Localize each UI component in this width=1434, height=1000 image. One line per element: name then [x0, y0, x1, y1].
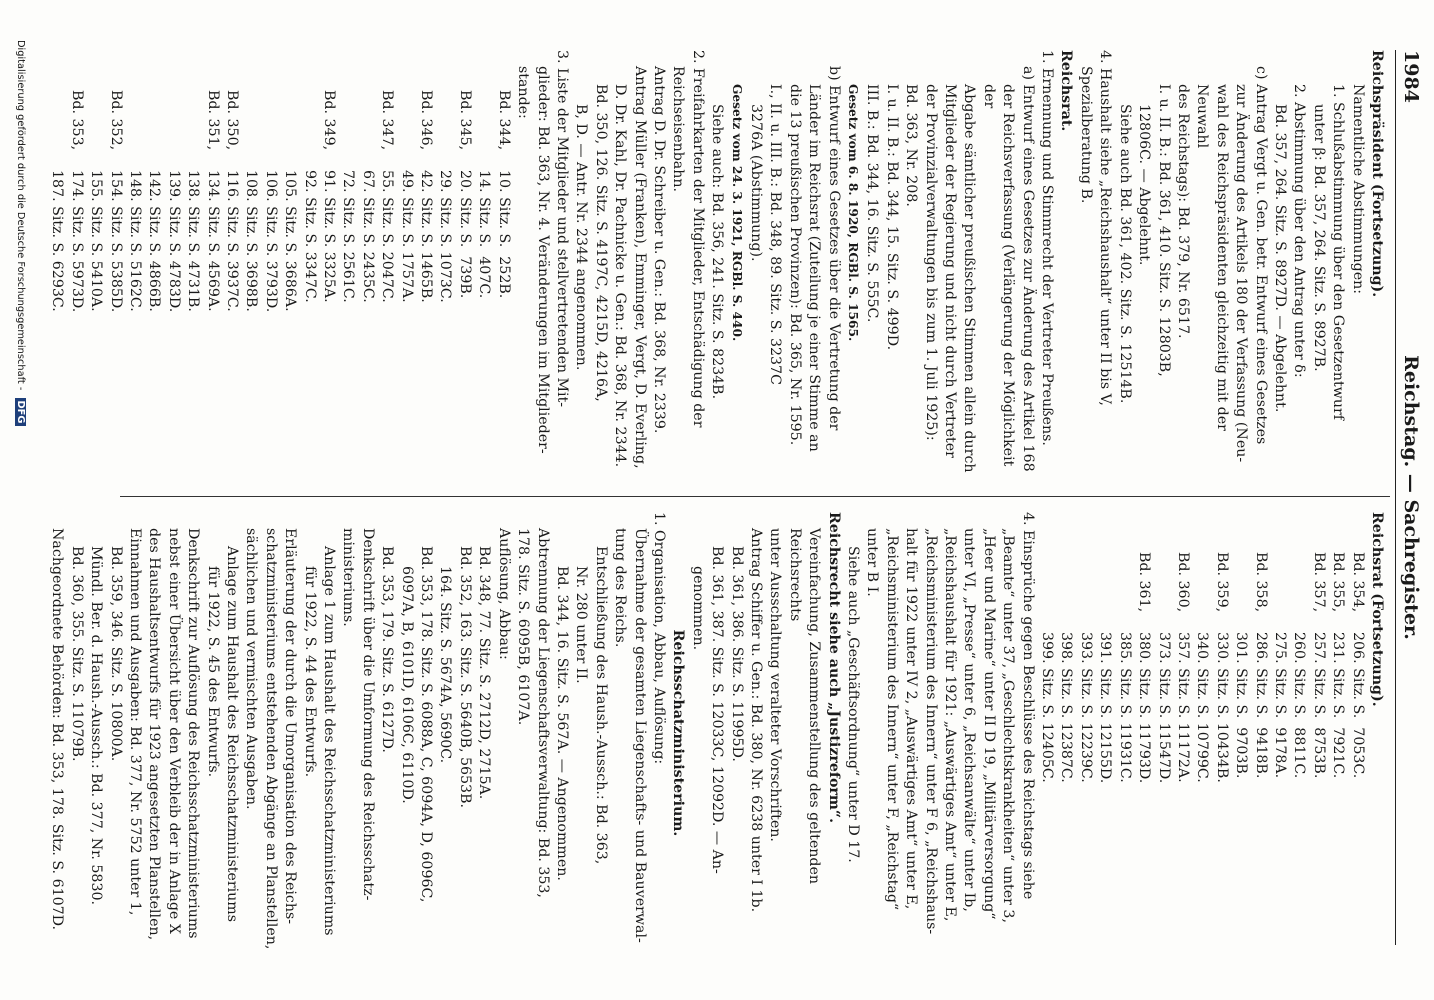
- entry-line: der Provinzialverwaltungen bis zum 1. Juli 1925):: [922, 84, 939, 441]
- volume-ref: [299, 50, 318, 170]
- session-page-ref: 106. Sitz. S. 3793D.: [262, 170, 279, 313]
- session-page-ref: 10. Sitz. S. 252B.: [495, 170, 512, 299]
- entry-line: 3276A (Abstimmung).: [748, 104, 764, 262]
- citation-row: [47, 50, 66, 492]
- citation-row: [105, 50, 124, 492]
- volume-ref: [1289, 512, 1308, 632]
- citation-row: [455, 50, 474, 492]
- session-page-ref: 257. Sitz. S. 8753B.: [1310, 632, 1327, 779]
- volume-ref: [1056, 512, 1075, 632]
- entry-line: stande:: [515, 66, 532, 119]
- citation-row: [396, 50, 415, 492]
- session-page-ref: 139. Sitz. S. 4783D.: [165, 170, 182, 313]
- entry-line: Denkschrift zur Auflösung des Reichsschatzministeriums: [185, 528, 202, 939]
- volume-ref: Bd. 354,: [1349, 552, 1366, 613]
- entry-line: Namentliche Abstimmungen:: [1349, 84, 1366, 295]
- volume-ref: [474, 50, 493, 170]
- footer-text: Digitalisierung gefördert durch die Deutsche Forschungsgemeinschaft -: [15, 40, 26, 391]
- volume-ref: [183, 50, 202, 170]
- session-page-ref: 49. Sitz. S. 1757A.: [398, 170, 415, 303]
- volume-ref: [280, 50, 299, 170]
- volume-ref: Bd. 347,: [379, 90, 396, 151]
- volume-ref: Bd. 359,: [1213, 552, 1230, 613]
- entry-line: „Reichsministerium des Innern“ unter F 6, „Reichshaus-: [922, 528, 939, 935]
- volume-ref: Bd. 345,: [456, 90, 473, 151]
- entry-line: Bd. 350, 126. Sitz. S. 4197C, 4215D, 4216A,: [592, 84, 609, 402]
- session-page-ref: 357. Sitz. S. 11172A.: [1174, 632, 1191, 783]
- entry-line: III. B.: Bd. 344, 16. Sitz. S. 555C.: [864, 84, 881, 323]
- entry-line: c) Antrag Vergt u. Gen. betr. Entwurf eines Gesetzes: [1252, 66, 1269, 445]
- entry-line: Bd. 360, 355. Sitz. S. 11079B.: [68, 546, 85, 762]
- citation-row: [86, 50, 105, 492]
- citation-row: [1095, 512, 1114, 954]
- entry-line: Abtrennung der Liegenschaftsverwaltung: Bd. 353,: [534, 528, 551, 898]
- session-page-ref: 260. Sitz. S. 8811C.: [1291, 632, 1308, 779]
- entry-line: Mündl. Ber. d. Haush.-Aussch.: Bd. 377, Nr. 5830.: [88, 546, 105, 906]
- entry-line: I., II. u. III. B.: Bd. 348, 89. Sitz. S. 3237C: [767, 84, 784, 385]
- entry-line: 1. Schlußabstimmung über den Gesetzentwurf: [1330, 84, 1347, 420]
- volume-ref: Bd. 357,: [1310, 552, 1327, 613]
- volume-ref: Bd. 349,: [321, 90, 338, 151]
- entry-line: Siehe auch: Bd. 356, 241. Sitz. S. 8234B.: [709, 104, 726, 400]
- entry-line: die 13 preußischen Provinzen): Bd. 365, Nr. 1595.: [786, 84, 803, 446]
- entry-line: wahl des Reichspräsidenten gleichzeitig mit der Neuwahl: [1194, 84, 1230, 431]
- page-header: [1395, 50, 1426, 945]
- entry-line: Bd. 361, 386. Sitz. S. 11995D.: [728, 546, 745, 762]
- citation-row: [241, 50, 260, 492]
- session-page-ref: 385. Sitz. S. 11931C.: [1116, 632, 1133, 783]
- entry-line: ministeriums.: [340, 528, 357, 627]
- entry-line: Gesetz vom 6. 8. 1920, RGBl. S. 1565.: [846, 84, 861, 342]
- citation-row: [1347, 512, 1366, 954]
- citation-row: [1270, 512, 1289, 954]
- citation-row: [144, 50, 163, 492]
- entry-line: genommen.: [689, 566, 706, 651]
- session-page-ref: 155. Sitz. S. 5410A.: [88, 170, 105, 312]
- entry-line: Antrag D. Dr. Schreiber u. Gen.: Bd. 368, Nr. 2339.: [650, 66, 667, 434]
- entry-line: 4. Einsprüche gegen Beschlüsse des Reichstags siehe: [1019, 512, 1036, 900]
- entry-line: 2. Abstimmung über den Antrag unter δ:: [1291, 84, 1308, 378]
- session-page-ref: 91. Sitz. S. 3325A.: [321, 170, 338, 303]
- volume-ref: [1153, 512, 1172, 632]
- volume-ref: Bd. 361,: [1136, 552, 1153, 613]
- citation-row: [338, 50, 357, 492]
- session-page-ref: 301. Sitz. S. 9703B.: [1233, 632, 1250, 779]
- citation-row: [416, 50, 435, 492]
- volume-ref: [1192, 512, 1211, 632]
- session-page-ref: 187. Sitz. S. 6293C.: [49, 170, 66, 312]
- citation-row: [222, 50, 241, 492]
- volume-ref: [144, 50, 163, 170]
- volume-ref: Bd. 350,: [224, 90, 241, 151]
- citation-row: [1289, 512, 1308, 954]
- entry-line: des Haushaltsentwurfs für 1923 angesetzten Planstellen,: [146, 528, 163, 941]
- entry-line: Mitglieder der Regierung und nicht durch Vertreter: [942, 84, 959, 458]
- citation-row: [1134, 512, 1153, 954]
- entry-line: Bd. 353, 178. Sitz. S. 6088A, C, 6094A, D, 6096C,: [418, 546, 435, 903]
- citation-row: [1114, 512, 1133, 954]
- entry-line: Reichsschatzministerium.: [670, 629, 687, 837]
- entry-line: Abgabe sämtlicher preußischen Stimmen allein durch: [961, 84, 978, 473]
- entry-line: Auflösung, Abbau:: [495, 528, 512, 660]
- entry-line: 12806C. — Abgelehnt.: [1136, 104, 1153, 266]
- entry-line: Nr. 280 unter II.: [573, 566, 590, 684]
- session-page-ref: 67. Sitz. S. 2435C.: [359, 170, 376, 303]
- session-page-ref: 231. Sitz. S. 7921C.: [1330, 632, 1347, 779]
- citation-row: [1076, 512, 1095, 954]
- volume-ref: Bd. 358,: [1252, 552, 1269, 613]
- session-page-ref: 206. Sitz. S. 7053C.: [1349, 632, 1366, 779]
- entry-line: zur Änderung des Artikels 180 der Verfassung (Neu-: [1233, 84, 1250, 463]
- entry-line: 1. Ernennung und Stimmrecht der Vertreter Preußens.: [1039, 50, 1056, 446]
- entry-line: sächlichen und vermischten Ausgaben.: [243, 528, 260, 810]
- entry-line: Reichseisenbahn.: [670, 66, 687, 193]
- entry-line: unter β: Bd. 357, 264. Sitz. S. 8927B.: [1310, 104, 1327, 372]
- citation-row: [319, 50, 338, 492]
- entry-line: unter VI, „Presse“ unter 6, „Reichsanwälte“ unter Ib,: [961, 528, 978, 912]
- entry-line: Bd. 352, 163. Sitz. S. 5640B, 5653B.: [456, 546, 473, 809]
- entry-line: Bd. 357, 264. Sitz. S. 8927D. — Abgelehnt.: [1271, 104, 1288, 413]
- citation-row: [299, 50, 318, 492]
- entry-line: Bd. 353, 179. Sitz. S. 6127D.: [379, 546, 396, 753]
- session-page-ref: 55. Sitz. S. 2047C.: [379, 170, 396, 303]
- entry-line: Länder im Reichsrat (Zuteilung je einer Stimme an: [806, 84, 823, 452]
- citation-row: [280, 50, 299, 492]
- session-page-ref: 391. Sitz. S. 12155D.: [1097, 632, 1114, 784]
- entry-line: Einnahmen und Ausgaben: Bd. 377, Nr. 5752 unter 1,: [127, 528, 143, 916]
- entry-line: Reichsrecht siehe auch „Justizreform“.: [825, 512, 842, 824]
- entry-line: Bd. 348, 77. Sitz. S. 2712D, 2715A.: [476, 546, 493, 800]
- entry-line: 1. Organisation, Abbau, Auflösung:: [650, 512, 667, 765]
- citation-row: [163, 50, 182, 492]
- right-column-entries: [47, 512, 1037, 954]
- session-page-ref: 373. Sitz. S. 11547D.: [1155, 632, 1172, 784]
- citation-row: [1250, 512, 1269, 954]
- citation-row: [435, 50, 454, 492]
- entry-line: 178. Sitz. S. 6095B, 6107A.: [515, 528, 532, 726]
- entry-line: 4. Haushalt siehe „Reichshaushalt“ unter II bis V,: [1097, 50, 1114, 406]
- entry-line: „Reichsministerium des Innern“ unter F, „Reichstag“: [883, 528, 900, 911]
- entry-line: D. Dr. Kahl, Dr. Pachnicke u. Gen.: Bd. 368, Nr. 2344.: [612, 84, 629, 468]
- session-page-ref: 92. Sitz. S. 3347C.: [301, 170, 318, 303]
- entry-line: Reichspräsident (Fortsetzung).: [1369, 50, 1385, 298]
- entry-line: für 1922, S. 45 des Entwurfs.: [204, 566, 221, 778]
- entry-line: Anlage zum Haushalt des Reichsschatzministeriums: [224, 546, 241, 923]
- session-page-ref: 330. Sitz. S. 10434B.: [1213, 632, 1230, 783]
- citation-row: [1328, 512, 1347, 954]
- entry-line: I. u. II. B.: Bd. 361, 410. Sitz. S. 12803B,: [1155, 84, 1172, 377]
- session-page-ref: 138. Sitz. S. 4731B.: [185, 170, 202, 312]
- session-page-ref: 380. Sitz. S. 11793D.: [1136, 632, 1153, 784]
- entry-line: unter Ausschaltung veralteter Vorschriften.: [767, 528, 784, 842]
- volume-ref: [396, 50, 415, 170]
- session-page-ref: 148. Sitz. S. 5162C.: [127, 170, 143, 312]
- entry-line: Vereinfachung, Zusammenstellung des geltenden Reichsrechts: [786, 528, 823, 884]
- entry-line: „Beamte“ unter 37, „Geschlechtskrankheiten“ unter 3,: [1000, 528, 1017, 923]
- citation-row: [125, 50, 144, 492]
- entry-line: Gesetz vom 24. 3. 1921, RGBl. S. 440.: [729, 84, 744, 342]
- citation-row: [377, 50, 396, 492]
- citation-row: [1153, 512, 1172, 954]
- volume-ref: [1114, 512, 1133, 632]
- volume-ref: [1037, 512, 1056, 632]
- session-page-ref: 154. Sitz. S. 5385D.: [107, 170, 124, 313]
- citation-row: [1211, 512, 1230, 954]
- session-page-ref: 20. Sitz. S. 739B.: [456, 170, 473, 299]
- reichsrat-sessions-table: [1037, 512, 1367, 954]
- session-page-ref: 399. Sitz. S. 12405C.: [1039, 632, 1056, 783]
- volume-ref: [163, 50, 182, 170]
- citation-row: [1037, 512, 1056, 954]
- entry-line: Antrag Schiffer u. Gen.: Bd. 380, Nr. 6238 unter I 1b.: [748, 528, 764, 913]
- session-page-ref: 14. Sitz. S. 407C.: [476, 170, 493, 299]
- left-column: [47, 50, 1386, 492]
- session-page-ref: 105. Sitz. S. 3686A.: [282, 170, 299, 312]
- volume-ref: [357, 50, 376, 170]
- column-divider: [120, 496, 1390, 497]
- entry-line: Siehe auch Bd. 361, 402. Sitz. S. 12514B.: [1116, 104, 1133, 404]
- entry-line: „Reichshaushalt für 1921: „Auswärtiges Amt“ unter E,: [942, 528, 959, 922]
- volume-ref: [260, 50, 279, 170]
- right-column: [47, 512, 1386, 954]
- volume-ref: Bd. 344,: [495, 90, 512, 151]
- volume-ref: Bd. 353,: [68, 90, 85, 151]
- session-page-ref: 72. Sitz. S. 2561C.: [340, 170, 357, 303]
- citation-row: [1056, 512, 1075, 954]
- volume-ref: Bd. 360,: [1174, 552, 1191, 613]
- citation-row: [202, 50, 221, 492]
- volume-ref: Bd. 346,: [418, 90, 435, 151]
- members-change-table: [47, 50, 513, 492]
- entry-line: Bd. 361, 387. Sitz. S. 12033C, 12092D. — An-: [709, 546, 726, 874]
- entry-line: nebst einer Übersicht über den Verbleib der in Anlage X: [165, 528, 182, 934]
- volume-ref: Bd. 352,: [107, 90, 124, 151]
- entry-line: der Reichsverfassung (Verlängerung der Möglichkeit der: [980, 84, 1017, 467]
- entry-line: 6097A, B, 6101D, 6106C, 6110D.: [398, 566, 415, 804]
- entry-line: Siehe auch „Geschäftsordnung“ unter D 17.: [845, 546, 862, 863]
- entry-line: b) Entwurf eines Gesetzes über die Vertretung der: [825, 66, 842, 431]
- entry-line: Anlage 1 zum Haushalt des Reichsschatzministeriums: [321, 546, 338, 936]
- session-page-ref: 174. Sitz. S. 5973D.: [68, 170, 85, 313]
- dfg-logo: DFG: [15, 398, 26, 427]
- entry-line: Entschließung des Haush.-Aussch.: Bd. 363,: [592, 546, 609, 865]
- volume-ref: Bd. 355,: [1330, 552, 1347, 613]
- citation-row: [66, 50, 85, 492]
- session-page-ref: 275. Sitz. S. 9178A.: [1271, 632, 1288, 779]
- entry-line: Spezialberatung B.: [1077, 66, 1094, 204]
- entry-line: Denkschrift über die Umformung des Reichsschatz-: [359, 528, 376, 901]
- session-page-ref: 340. Sitz. S. 10799C.: [1194, 632, 1211, 783]
- entry-line: 3. Liste der Mitglieder und stellvertretenden Mit-: [553, 50, 570, 408]
- citation-row: [474, 50, 493, 492]
- entry-line: glieder: Bd. 363, Nr. 4. Veränderungen im Mitglieder-: [534, 66, 551, 454]
- entry-line: tung des Reichs.: [612, 528, 629, 648]
- citation-row: [1308, 512, 1327, 954]
- entry-line: a) Entwurf eines Gesetzes zur Änderung des Artikel 168: [1019, 66, 1036, 472]
- entry-line: 2. Freifahrkarten der Mitglieder, Entschädigung der: [689, 50, 706, 428]
- entry-line: unter B I.: [864, 528, 881, 597]
- citation-row: [1173, 512, 1192, 954]
- section-heading: Reichsrat (Fortsetzung).: [1369, 512, 1385, 707]
- session-page-ref: 393. Sitz. S. 12239C.: [1077, 632, 1094, 783]
- entry-line: Antrag Müller (Franken), Emminger, Vergt, D. Everling,: [631, 66, 648, 469]
- citation-row: [260, 50, 279, 492]
- entry-line: Reichsrat.: [1058, 50, 1075, 132]
- digitization-footer: [15, 40, 26, 900]
- session-page-ref: 398. Sitz. S. 12387C.: [1058, 632, 1075, 783]
- entry-line: Bd. 344, 16. Sitz. S. 567A. — Angenommen.: [553, 566, 570, 881]
- volume-ref: [47, 50, 66, 170]
- citation-row: [183, 50, 202, 492]
- volume-ref: [86, 50, 105, 170]
- entry-line: für 1922, S. 44 des Entwurfs.: [301, 566, 318, 778]
- volume-ref: [1076, 512, 1095, 632]
- entry-line: „Heer und Marine“ unter II D 19, „Militärversorgung“: [980, 528, 997, 920]
- entry-line: Nachgeordnete Behörden: Bd. 353, 178. Sitz. S. 6107D.: [49, 528, 66, 931]
- session-page-ref: 142. Sitz. S. 4866B.: [146, 170, 163, 312]
- volume-ref: [1231, 512, 1250, 632]
- citation-row: [1192, 512, 1211, 954]
- running-title: Reichstag. — Sachregister.: [1400, 355, 1422, 640]
- volume-ref: [338, 50, 357, 170]
- volume-ref: [125, 50, 144, 170]
- volume-ref: [241, 50, 260, 170]
- citation-row: [493, 50, 512, 492]
- session-page-ref: 116. Sitz. S. 3937C.: [224, 170, 241, 312]
- left-column-entries: [513, 50, 1386, 492]
- entry-line: I. u. II. B.: Bd. 344, 15. Sitz. S. 499D.: [883, 84, 900, 351]
- session-page-ref: 134. Sitz. S. 4569A.: [204, 170, 221, 312]
- entry-line: halt für 1922 unter IV 2, „Auswärtiges Amt“ unter E,: [903, 528, 920, 910]
- volume-ref: Bd. 351,: [204, 90, 221, 151]
- entry-line: 164. Sitz. S. 5674A, 5690C.: [437, 566, 454, 764]
- page-number: 1984: [1400, 50, 1422, 103]
- citation-row: [1231, 512, 1250, 954]
- session-page-ref: 29. Sitz. S. 1073C.: [437, 170, 454, 303]
- volume-ref: [1095, 512, 1114, 632]
- citation-row: [357, 50, 376, 492]
- entry-line: schatzministeriums entstehenden Abgänge an Planstellen,: [262, 528, 279, 950]
- entry-line: Übernahme der gesamten Liegenschafts- und Bauverwal-: [631, 528, 648, 943]
- session-page-ref: 286. Sitz. S. 9418B.: [1252, 632, 1269, 779]
- entry-line: Erläuterung der durch die Umorganisation des Reichs-: [282, 528, 299, 925]
- volume-ref: [435, 50, 454, 170]
- entry-line: B, D. — Antr. Nr. 2344 angenommen.: [573, 104, 590, 371]
- entry-line: Bd. 363, Nr. 208.: [903, 84, 920, 207]
- entry-line: Bd. 359, 346. Sitz. S. 10800A.: [107, 546, 124, 762]
- entry-line: des Reichstags): Bd. 379, Nr. 6517.: [1174, 84, 1191, 339]
- volume-ref: [1270, 512, 1289, 632]
- session-page-ref: 42. Sitz. S. 1465B.: [418, 170, 435, 303]
- session-page-ref: 108. Sitz. S. 3698B.: [243, 170, 260, 312]
